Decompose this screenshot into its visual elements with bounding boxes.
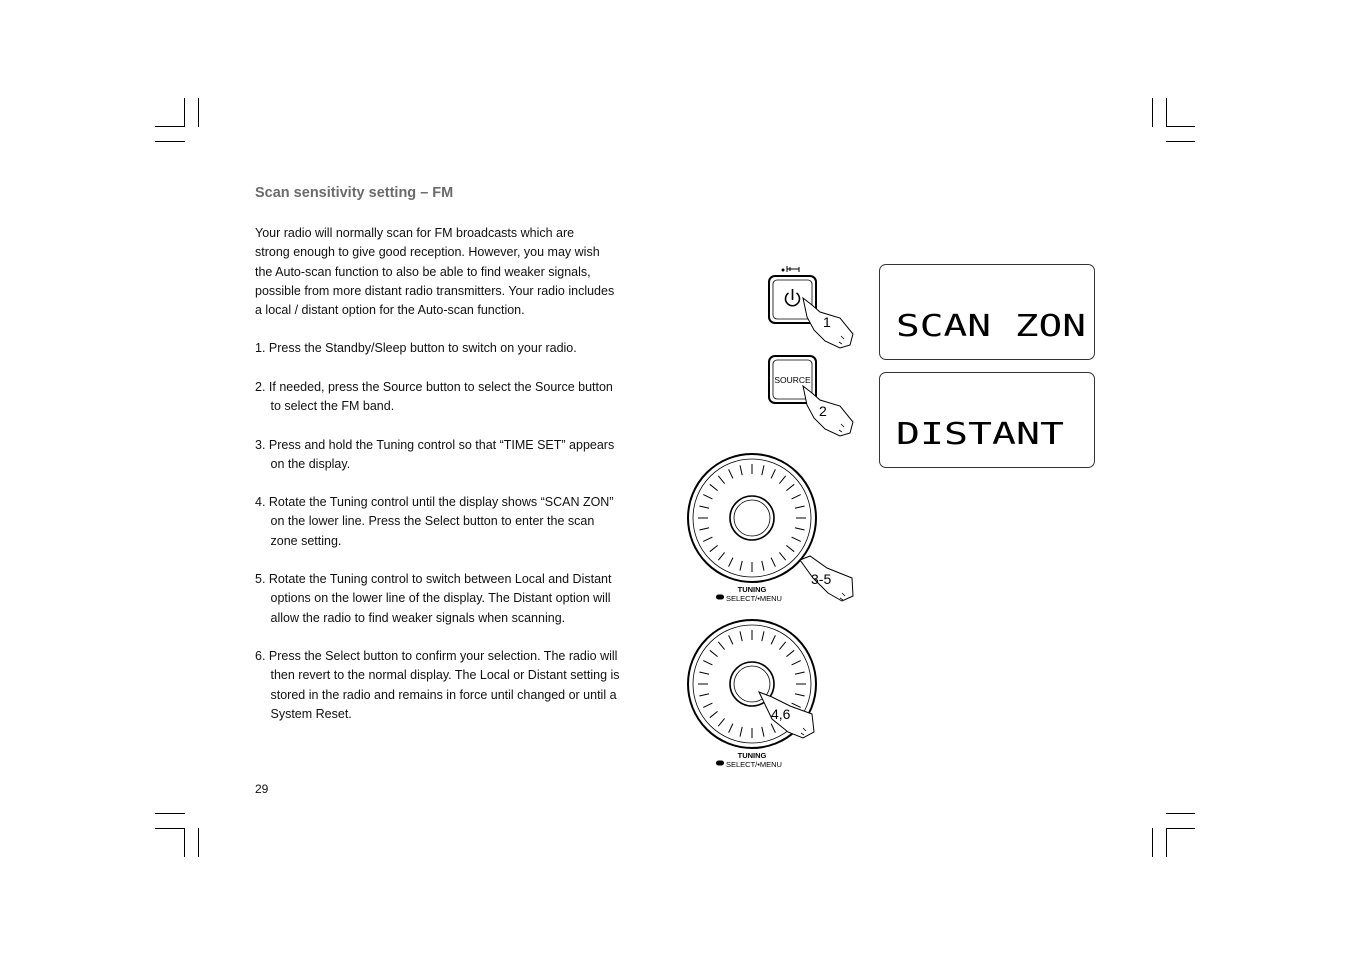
crop-mark [1166,98,1167,127]
intro-line: Your radio will normally scan for FM broadcasts which are [255,226,575,240]
select-menu-label: SELECT/•MENU [726,760,782,769]
crop-mark [1166,828,1167,857]
intro-line: possible from more distant radio transmitters. Your radio includes [255,283,615,298]
step-line: 5. Rotate the Tuning control to switch between Local and Distant [255,572,612,586]
pointing-hand-icon [803,386,853,436]
step-label: 3-5 [811,571,832,587]
tuning-knob [730,496,774,540]
tuning-knob-illustration-1 [680,448,860,608]
intro-paragraph [255,224,655,320]
crop-mark [155,828,185,829]
step-line: System Reset. [270,706,352,721]
crop-mark [184,828,185,857]
step-3 [255,436,655,475]
crop-mark [155,813,185,814]
step-label: 2 [819,403,827,419]
step-line: zone setting. [270,533,342,548]
crop-mark [1166,828,1195,829]
select-menu-label: SELECT/•MENU [726,594,782,603]
tuning-label: TUNING [737,751,767,760]
standby-button-illustration [760,262,860,352]
crop-mark [1166,813,1195,814]
step-line: on the lower line. Press the Select button to enter the scan [270,514,595,529]
crop-mark [1152,828,1153,857]
step-5 [255,570,655,628]
step-1 [255,339,655,358]
crop-mark [1152,98,1153,127]
select-button-icon [716,595,724,600]
step-line: 3. Press and hold the Tuning control so that “TIME SET” appears [255,438,615,452]
crop-mark [198,828,199,857]
section-heading: Scan sensitivity setting – FM [255,185,454,201]
step-line: options on the lower line of the display. The Distant option will [270,591,611,606]
standby-sleep-icon [782,266,799,272]
step-line: stored in the radio and remains in force until changed or until a [270,687,617,702]
crop-mark [1166,141,1195,142]
crop-mark [198,98,199,127]
page-number: 29 [255,782,269,796]
step-line: on the display. [270,457,351,472]
step-line: 6. Press the Select button to confirm your selection. The radio will [255,649,618,663]
intro-line: a local / distant option for the Auto-scan function. [255,303,525,318]
lcd-display-scan-zon [879,264,1095,360]
crop-mark [1166,126,1195,127]
step-6 [255,647,655,724]
tuning-knob-illustration-2 [680,614,860,774]
step-line: to select the FM band. [270,399,395,414]
step-2 [255,378,655,417]
step-line: 2. If needed, press the Source button to select the Source button [255,380,613,394]
step-line: allow the radio to find weaker signals when scanning. [270,610,566,625]
crop-mark [184,98,185,127]
crop-mark [155,126,185,127]
source-button-illustration [760,350,860,440]
intro-line: the Auto-scan function to also be able to find weaker signals, [255,264,591,279]
lcd-display-distant [879,372,1095,468]
lcd-text: SCAN ZON [896,309,1086,344]
crop-mark [155,141,185,142]
step-line: 1. Press the Standby/Sleep button to switch on your radio. [255,341,577,355]
step-line: 4. Rotate the Tuning control until the display shows “SCAN ZON” [255,495,614,509]
step-label: 4,6 [771,706,791,722]
lcd-text: DISTANT [896,417,1064,452]
select-button-icon [716,761,724,766]
step-4 [255,493,655,551]
step-label: 1 [823,314,831,330]
step-line: then revert to the normal display. The Local or Distant setting is [270,668,620,683]
source-label: SOURCE [774,375,811,385]
intro-line: strong enough to give good reception. However, you may wish [255,245,600,260]
tuning-label: TUNING [737,585,767,594]
